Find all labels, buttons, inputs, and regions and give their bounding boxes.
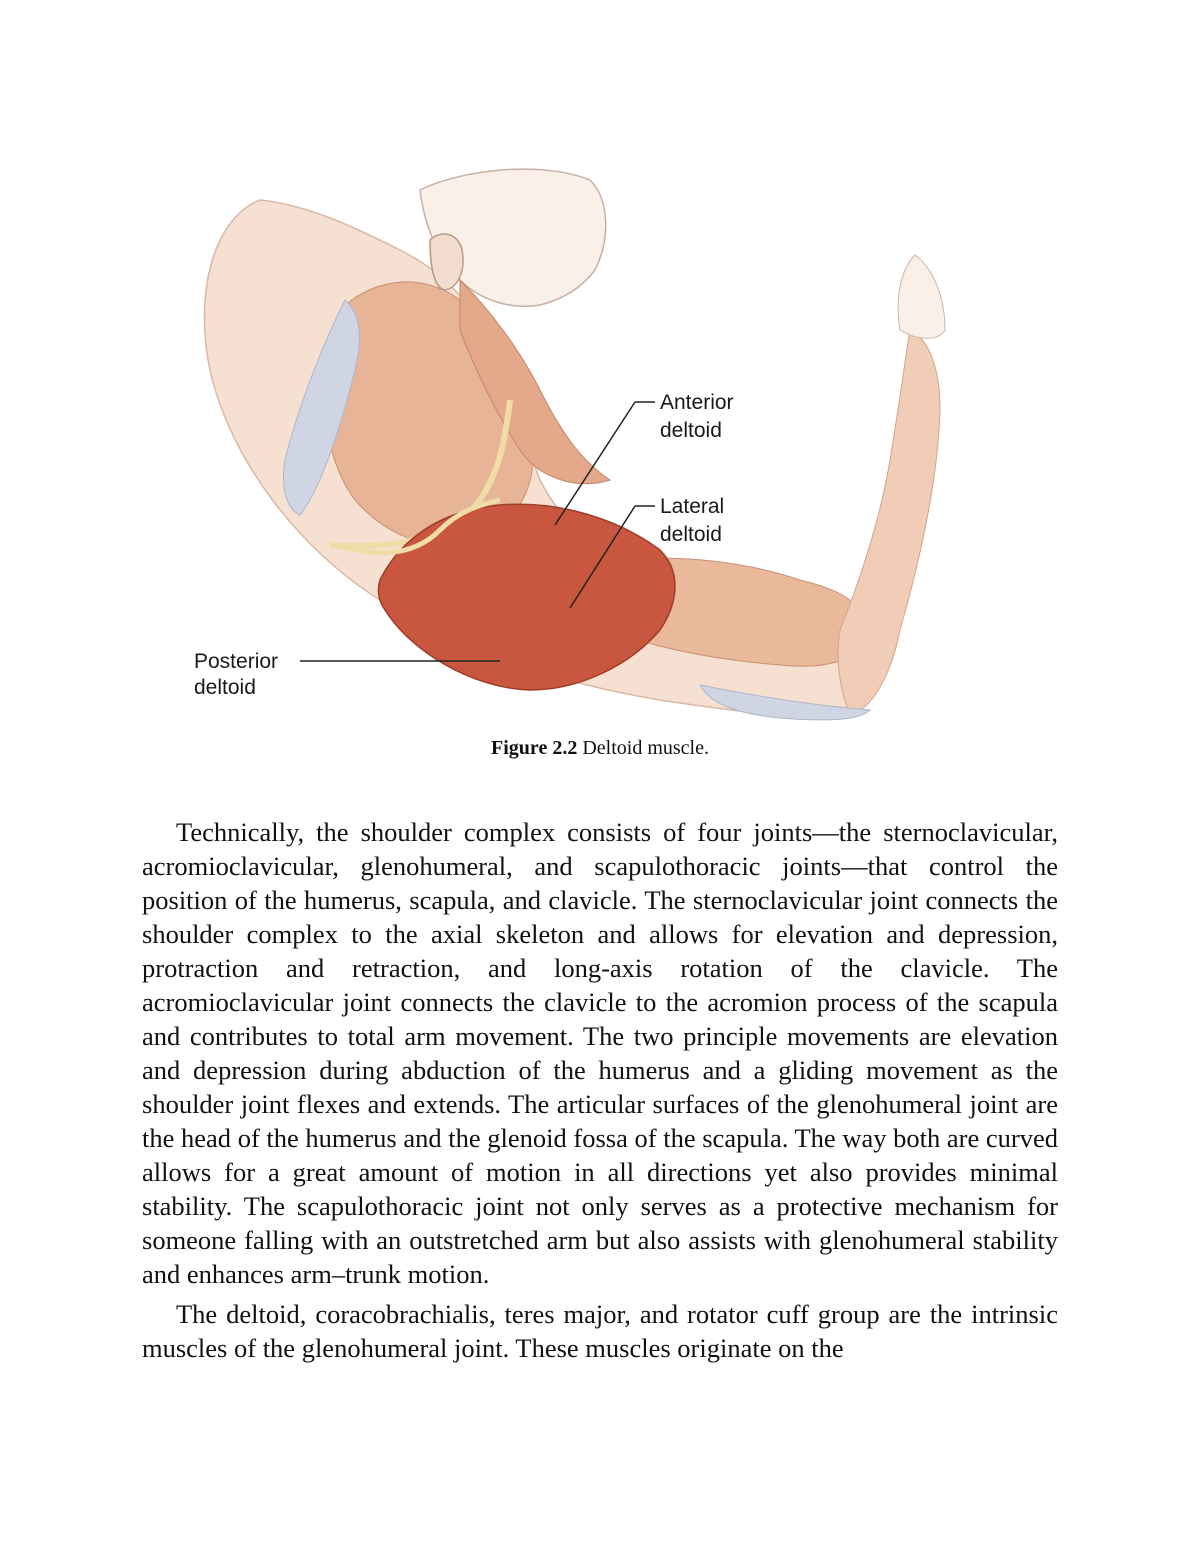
anterior-deltoid-label-2: deltoid [660, 419, 722, 442]
anterior-deltoid-label-1: Anterior [660, 391, 734, 414]
posterior-deltoid-label-1: Posterior [194, 650, 279, 673]
body-text [142, 815, 1058, 1371]
deltoid-figure [140, 160, 1060, 740]
lateral-deltoid-label-1: Lateral [660, 495, 725, 518]
posterior-deltoid-label-2: deltoid [194, 676, 256, 699]
figure-number: Figure 2.2 [491, 737, 578, 759]
paragraph: The deltoid, coracobrachialis, teres major, and rotator cuff group are the intrinsic muscles of the glenohumeral joint. These muscles originate on the [142, 1299, 1058, 1363]
hand [898, 255, 945, 338]
paragraph: Technically, the shoulder complex consists of four joints—the sternoclavicular, acromioclavicular, glenohumeral, and scapulothoracic joints—that control the position of the humerus, scapula, and clavicle. The sternoclavicular joint connects the shoulder complex to the axial skeleton and allows for elevation and depression, protraction and retraction, and long-axis rotation of the clavicle. The acromioclavicular joint connects the clavicle to the acromion process of the scapula and contributes to total arm movement. The two principle movements are elevation and depression during abduction of the humerus and a gliding movement as the shoulder joint flexes and extends. The articular surfaces of the glenohumeral joint are the head of the humerus and the glenoid fossa of the scapula. The way both are curved allows for a great amount of motion in all directions yet also provides minimal stability. The scapulothoracic joint not only serves as a protective mechanism for someone falling with an outstretched arm but also assists with glenohumeral stability and enhances arm–trunk motion. [142, 817, 1058, 1289]
deltoid-illustration [140, 160, 1060, 740]
figure-caption-text: Deltoid muscle. [577, 737, 709, 759]
lateral-deltoid-label-2: deltoid [660, 523, 722, 546]
figure-caption [0, 737, 1200, 760]
forearm [838, 330, 940, 715]
